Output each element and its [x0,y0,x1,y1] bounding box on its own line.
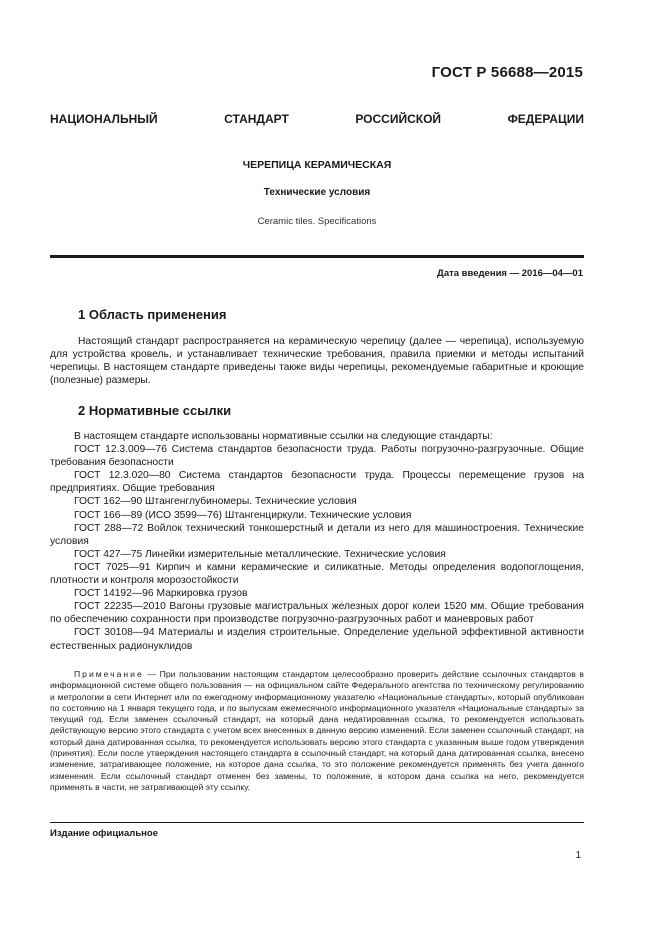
reference-item: ГОСТ 162—90 Штангенглубиномеры. Технические условия [74,496,357,508]
footer-divider [50,822,584,823]
section-1-body [50,335,584,387]
banner-word: НАЦИОНАЛЬНЫЙ [50,112,158,126]
note-text: — При пользовании настоящим стандартом целесообразно проверить действие ссылочных стандартов в информационной системе общего пользования — на официальном сайте Федерального агентства по техническому регулированию и метрологии в сети Интернет или по ежегодному информационному указателю «Национальные стандарты», который опубликован по состоянию на 1 января текущего года, и по выпускам ежемесячного информационного указателя «Национальные стандарты» за текущий год. Если заменен ссылочный стандарт, на который дана недатированная ссылка, то рекомендуется использовать действующую версию этого стандарта с учетом всех внесенных в данную версию изменений. Если заменен ссылочный стандарт, на который дана датированная ссылка, то рекомендуется использовать версию этого стандарта с указанным выше годом утверждения (принятия). Если после утверждения настоящего стандарта в ссылочный стандарт, на который дана датированная ссылка, внесено изменение, затрагивающее положение, на которое дана ссылка, то это положение рекомендуется применять без учета данного изменения. Если ссылочный стандарт отменен без замены, то положение, в котором дана ссылка на него, рекомендуется применять в части, не затрагивающей эту ссылку. [50,669,584,792]
reference-item: ГОСТ 30108—94 Материалы и изделия строительные. Определение удельной эффективной активности естественных радионуклидов [50,627,584,652]
document-title: ЧЕРЕПИЦА КЕРАМИЧЕСКАЯ [242,159,392,171]
reference-item: ГОСТ 288—72 Войлок технический тонкошерстный и детали из него для машиностроения. Технические условия [50,522,584,547]
document-code: ГОСТ Р 56688—2015 [431,64,583,81]
section-1-heading: 1 Область применения [78,307,227,322]
reference-item: ГОСТ 427—75 Линейки измерительные металлические. Технические условия [74,548,446,560]
english-title: Ceramic tiles. Specifications [257,216,377,227]
section-2-heading: 2 Нормативные ссылки [78,403,232,418]
edition-label: Издание официальное [50,828,158,839]
banner-word: ФЕДЕРАЦИИ [507,112,584,126]
references-intro: В настоящем стандарте использованы нормативные ссылки на следующие стандарты: [74,431,493,442]
normative-references [50,430,584,653]
national-standard-banner [50,112,584,126]
note-label: Примечание [74,669,144,679]
section-1-text: Настоящий стандарт распространяется на керамическую черепицу (далее — черепица), используемую для устройства кровель, и устанавливает технические требования, правила приемки и методы испытаний черепицы. В настоящем стандарте приведены также виды черепицы, рекомендуемые габаритные и кроющие (полезные) размеры. [50,336,584,387]
reference-item: ГОСТ 22235—2010 Вагоны грузовые магистральных железных дорог колеи 1520 мм. Общие требования по обеспечению сохранности при производстве погрузочно-разгрузочных работ и маневровых работ [50,601,584,626]
reference-item: ГОСТ 166—89 (ИСО 3599—76) Штангенциркули. Технические условия [74,509,412,521]
banner-word: СТАНДАРТ [224,112,289,126]
reference-item: ГОСТ 14192—96 Маркировка грузов [74,588,248,600]
title-divider [50,255,584,258]
introduction-date: Дата введения — 2016—04—01 [437,268,583,279]
reference-item: ГОСТ 7025—91 Кирпич и камни керамические и силикатные. Методы определения водопоглощения, плотности и контроля морозостойкости [50,561,584,587]
note-block [50,669,584,793]
document-subtitle: Технические условия [263,187,371,198]
reference-item: ГОСТ 12.3.020—80 Система стандартов безопасности труда. Процессы перемещение грузов на предприятиях. Общие требования [50,470,584,495]
page-number: 1 [575,850,581,861]
reference-item: ГОСТ 12.3.009—76 Система стандартов безопасности труда. Работы погрузочно-разгрузочные. Общие требования безопасности [50,444,584,469]
banner-word: РОССИЙСКОЙ [355,112,442,126]
